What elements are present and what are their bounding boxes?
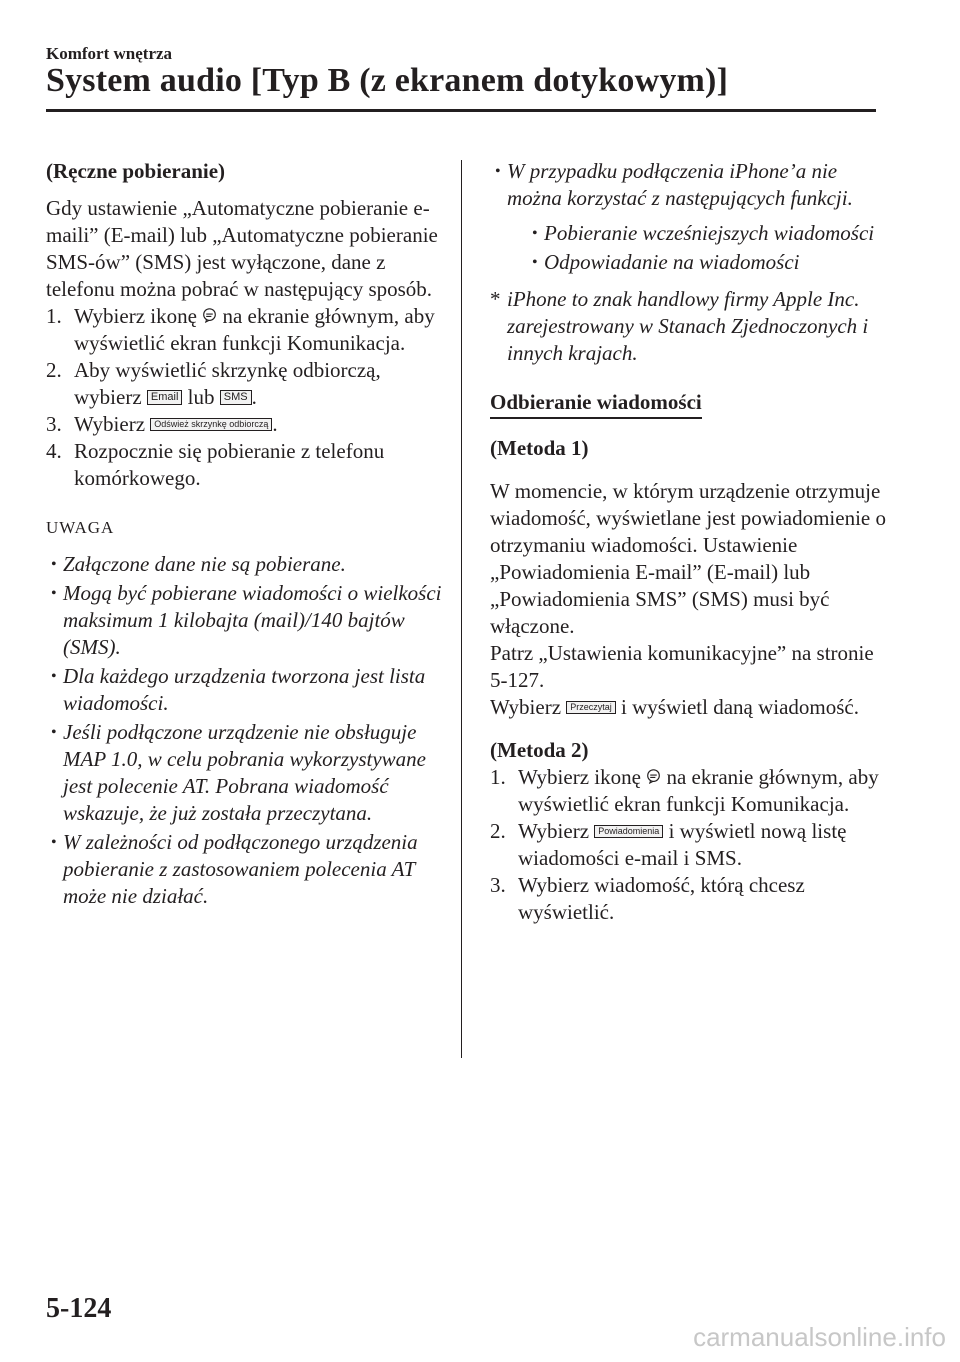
intro-paragraph: Gdy ustawienie „Automatyczne pobieranie e-maili” (E-mail) lub „Automatyczne pobieranie SMS-ów” (SMS) jest wyłączone, dane z telefonu można pobrać w następujący sposób. [46, 196, 438, 301]
step-text: lub [187, 385, 215, 409]
note-text: W przypadku podłączenia iPhone’a nie można korzystać z następujących funkcji. [507, 159, 853, 210]
step-text: na ekranie głównym, aby wyświetlić ekran funkcji Komunikacja. [74, 304, 435, 355]
step-text: Wybierz wiadomość, którą chcesz wyświetlić. [518, 873, 805, 924]
list-item-text: Pobieranie wcześniejszych wiadomości [544, 221, 875, 245]
manual-download-heading: (Ręczne pobieranie) [46, 159, 226, 183]
footnote-mark: * [490, 287, 501, 311]
method-2-steps [490, 764, 890, 926]
select-text: Wybierz [490, 695, 562, 719]
column-divider [461, 160, 462, 1058]
step-number: 4. [46, 439, 62, 463]
note-text: W zależności od podłączonego urządzenia pobieranie z zastosowaniem polecenia AT może nie działać. [63, 830, 418, 908]
footnote-text: iPhone to znak handlowy firmy Apple Inc. zarejestrowany w Stanach Zjednoczonych i innych krajach. [507, 287, 869, 365]
receiving-messages-heading: Odbieranie wiadomości [490, 389, 702, 419]
step-4 [46, 438, 446, 492]
note-list [46, 551, 446, 910]
step-2 [490, 818, 890, 872]
method-2-heading: (Metoda 2) [490, 738, 589, 762]
note-text: Mogą być pobierane wiadomości o wielkości maksimum 1 kilobajta (mail)/140 bajtów (SMS). [63, 581, 442, 659]
step-3 [46, 411, 446, 438]
step-number: 3. [490, 873, 506, 897]
step-number: 2. [46, 358, 62, 382]
method-1-select [490, 694, 890, 721]
method-1-text: W momencie, w którym urządzenie otrzymuje wiadomość, wyświetlane jest powiadomienie o otrzymaniu wiadomości. Ustawienie „Powiadomienia E-mail” (E-mail) lub „Powiadomienia SMS” (SMS) musi być włączone. [490, 479, 886, 638]
watermark: carmanualsonline.info [693, 1322, 946, 1352]
method-1-reference: Patrz „Ustawienia komunikacyjne” na stronie 5-127. [490, 641, 874, 692]
iphone-note-list [490, 158, 890, 276]
read-button[interactable]: Przeczytaj [566, 701, 616, 714]
list-item: • Odpowiadanie na wiadomości [532, 250, 800, 274]
step-text: na ekranie głównym, aby wyświetlić ekran funkcji Komunikacja. [518, 765, 879, 816]
section-label: Komfort wnętrza [46, 44, 173, 63]
note-text: Dla każdego urządzenia tworzona jest lista wiadomości. [63, 664, 426, 715]
email-button[interactable]: Email [147, 390, 183, 405]
page-number: 5-124 [46, 1293, 112, 1324]
step-1 [46, 303, 446, 357]
step-text: Aby wyświetlić skrzynkę odbiorczą, wybierz [74, 358, 381, 409]
manual-download-steps [46, 303, 446, 492]
note-item: • W przypadku podłączenia iPhone’a nie można korzystać z następujących funkcji. • Pobieranie wcześniejszych wiadomości • Odpowiadanie na wiadomości [490, 158, 890, 276]
step-number: 3. [46, 412, 62, 436]
note-text: Jeśli podłączone urządzenie nie obsługuje MAP 1.0, w celu pobrania wykorzystywane jest polecenie AT. Pobrana wiadomość wskazuje, że już została przeczytana. [63, 720, 426, 825]
step-text: . [272, 412, 278, 436]
note-label: UWAGA [46, 518, 115, 537]
page-title: System audio [Typ B (z ekranem dotykowym)] [46, 62, 729, 99]
step-text: Wybierz [518, 819, 590, 843]
step-text: . [251, 385, 257, 409]
note-text: Załączone dane nie są pobierane. [63, 552, 346, 576]
step-text: Wybierz ikonę [74, 304, 197, 328]
step-number: 1. [46, 304, 62, 328]
step-3 [490, 872, 890, 926]
step-text: Rozpocznie się pobieranie z telefonu komórkowego. [74, 439, 385, 490]
step-text: Wybierz ikonę [518, 765, 641, 789]
title-rule [46, 109, 876, 112]
left-column [46, 158, 446, 912]
note-item: • Mogą być pobierane wiadomości o wielkości maksimum 1 kilobajta (mail)/140 bajtów (SMS). [51, 581, 442, 659]
message-bubble-icon [202, 308, 217, 323]
note-item: • Dla każdego urządzenia tworzona jest lista wiadomości. [51, 664, 426, 715]
step-text: i wyświetl nową listę wiadomości e-mail i SMS. [518, 819, 847, 870]
note-item: • Jeśli podłączone urządzenie nie obsługuje MAP 1.0, w celu pobrania wykorzystywane jest polecenie AT. Pobrana wiadomość wskazuje, że już została przeczytana. [51, 720, 426, 825]
refresh-inbox-button[interactable]: Odśwież skrzynkę odbiorczą [150, 418, 272, 431]
message-bubble-icon [646, 769, 661, 784]
list-item: • Pobieranie wcześniejszych wiadomości [532, 221, 875, 245]
list-item-text: Odpowiadanie na wiadomości [544, 250, 800, 274]
step-2 [46, 357, 446, 411]
step-1 [490, 764, 890, 818]
trademark-footnote [490, 286, 890, 367]
right-column [490, 158, 890, 926]
step-number: 2. [490, 819, 506, 843]
select-text: i wyświetl daną wiadomość. [621, 695, 859, 719]
sms-button[interactable]: SMS [220, 390, 252, 405]
iphone-limitations [527, 220, 890, 276]
note-item: • W zależności od podłączonego urządzenia pobieranie z zastosowaniem polecenia AT może nie działać. [51, 830, 418, 908]
method-1-heading: (Metoda 1) [490, 436, 589, 460]
notifications-button[interactable]: Powiadomienia [594, 825, 663, 838]
note-item: • Załączone dane nie są pobierane. [51, 552, 346, 576]
step-number: 1. [490, 765, 506, 789]
step-text: Wybierz [74, 412, 146, 436]
